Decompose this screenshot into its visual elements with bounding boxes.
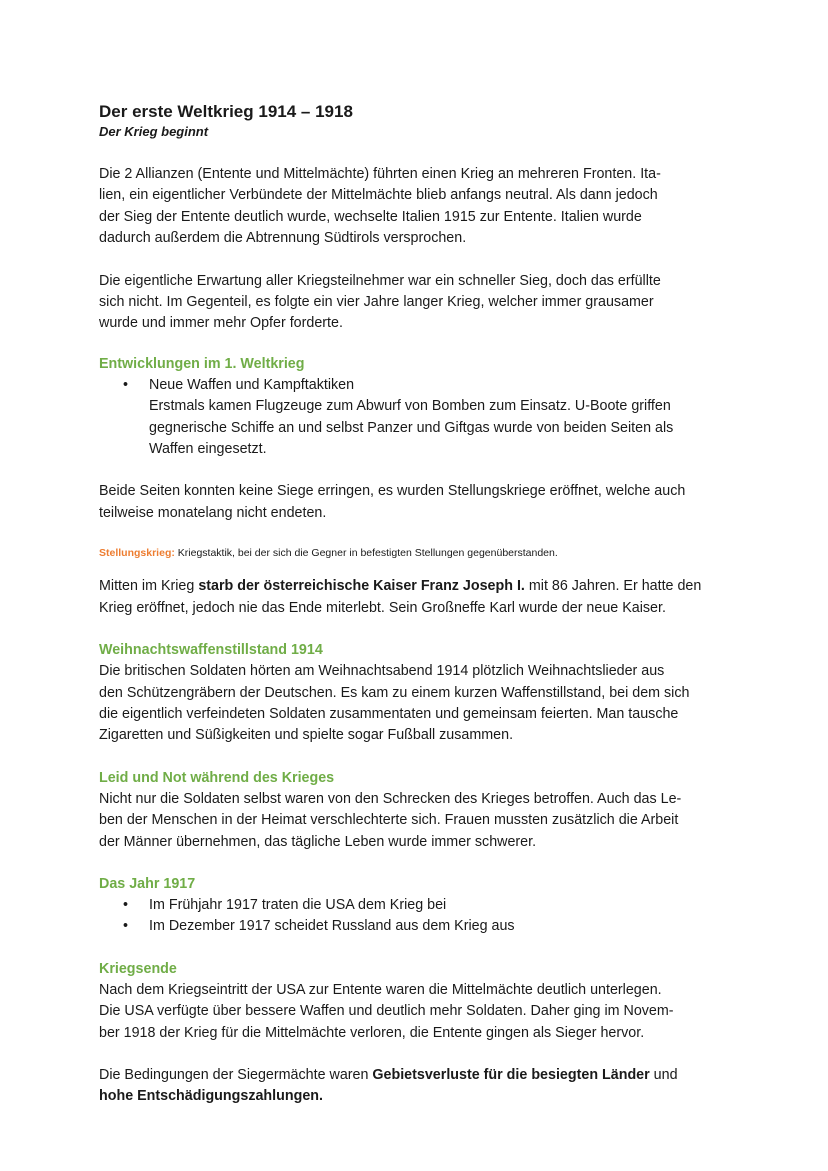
paragraph-line: wurde und immer mehr Opfer forderte. <box>99 315 343 332</box>
bullet-text: Im Dezember 1917 scheidet Russland aus dem Krieg aus <box>149 918 515 935</box>
paragraph-line: die eigentlich verfeindeten Soldaten zusammentaten und gemeinsam feierten. Man tausche <box>99 705 679 722</box>
page-title: Der erste Weltkrieg 1914 – 1918 <box>99 102 353 121</box>
paragraph-line <box>99 1065 739 1086</box>
paragraph-line: Beide Seiten konnten keine Siege erringen, es wurden Stellungskriege eröffnet, welche auch <box>99 483 686 500</box>
bullet-title: Neue Waffen und Kampftaktiken <box>149 376 355 393</box>
definition-note <box>99 545 739 561</box>
bullet-icon: • <box>123 918 129 935</box>
paragraph-line: Krieg eröffnet, jedoch nie das Ende miterlebt. Sein Großneffe Karl wurde der neue Kaiser. <box>99 599 666 616</box>
expectation-paragraph <box>99 271 739 335</box>
conditions-paragraph <box>99 1065 739 1108</box>
paragraph-line: ben der Menschen in der Heimat verschlechterte sich. Frauen mussten zusätzlich die Arbeit <box>99 812 679 829</box>
christmas-paragraph <box>99 661 739 747</box>
paragraph-line: Die britischen Soldaten hörten am Weihnachtsabend 1914 plötzlich Weihnachtslieder aus <box>99 663 665 680</box>
bullet-icon: • <box>123 376 129 393</box>
paragraph-line: sich nicht. Im Gegenteil, es folgte ein vier Jahre langer Krieg, welcher immer grausamer <box>99 294 654 311</box>
text-span: Mitten im Krieg <box>99 578 199 595</box>
bullet-line: gegnerische Schiffe an und selbst Panzer und Giftgas wurde von beiden Seiten als <box>149 419 674 436</box>
intro-paragraph <box>99 164 739 250</box>
paragraph-line: Zigaretten und Süßigkeiten und spielte sogar Fußball zusammen. <box>99 727 514 744</box>
paragraph-line: Die 2 Allianzen (Entente und Mittelmächte) führten einen Krieg an mehreren Fronten. Ita- <box>99 166 661 182</box>
suffering-paragraph <box>99 789 739 853</box>
list-item <box>99 895 739 916</box>
paragraph-line: teilweise monatelang nicht endeten. <box>99 504 327 521</box>
text-span: und <box>649 1066 678 1083</box>
paragraph-line <box>99 576 739 597</box>
paragraph-line: Nach dem Kriegseintritt der USA zur Entente waren die Mittelmächte deutlich unterlegen. <box>99 981 662 998</box>
definition-text: Kriegstaktik, bei der sich die Gegner in befestigten Stellungen gegenüberstanden. <box>174 547 558 560</box>
emperor-paragraph <box>99 576 739 619</box>
paragraph-line: dadurch außerdem die Abtrennung Südtirols versprochen. <box>99 230 467 247</box>
paragraph-line: ber 1918 der Krieg für die Mittelmächte verloren, die Entente gingen als Sieger hervor. <box>99 1024 645 1041</box>
paragraph-line: Die eigentliche Erwartung aller Kriegsteilnehmer war ein schneller Sieg, doch das erfüllte <box>99 272 661 289</box>
section-heading-suffering: Leid und Not während des Krieges <box>99 769 335 786</box>
paragraph-line: der Sieg der Entente deutlich wurde, wechselte Italien 1915 zur Entente. Italien wurde <box>99 208 642 225</box>
paragraph-line: lien, ein eigentlicher Verbündete der Mittelmächte blieb anfangs neutral. Als dann jedoch <box>99 187 658 204</box>
emphasis-text: starb der österreichische Kaiser Franz Joseph I. <box>198 578 525 595</box>
emphasis-line: hohe Entschädigungszahlungen. <box>99 1088 323 1105</box>
text-span: Die Bedingungen der Siegermächte waren <box>99 1066 373 1083</box>
paragraph-line: den Schützengräbern der Deutschen. Es kam zu einem kurzen Waffenstillstand, bei dem sich <box>99 684 690 701</box>
definition-term: Stellungskrieg <box>99 547 172 560</box>
list-item <box>99 375 739 461</box>
war-end-paragraph <box>99 980 739 1044</box>
section-heading-christmas: Weihnachtswaffenstillstand 1914 <box>99 642 323 659</box>
paragraph-line: Die USA verfügte über bessere Waffen und deutlich mehr Soldaten. Daher ging im Novem- <box>99 1003 674 1020</box>
section-heading-1917: Das Jahr 1917 <box>99 875 196 892</box>
document-content <box>99 101 739 1108</box>
list-item <box>99 916 739 937</box>
text-span: mit 86 Jahren. Er hatte den <box>524 578 702 595</box>
definition-colon: : <box>171 547 175 560</box>
page-subtitle: Der Krieg beginnt <box>99 124 209 139</box>
bullet-icon: • <box>123 896 129 913</box>
trench-paragraph <box>99 481 739 524</box>
bullet-line: Erstmals kamen Flugzeuge zum Abwurf von Bomben zum Einsatz. U-Boote griffen <box>149 398 671 415</box>
paragraph-line: der Männer übernehmen, das tägliche Leben wurde immer schwerer. <box>99 833 537 850</box>
section-heading-war-end: Kriegsende <box>99 960 177 977</box>
bullet-line: Waffen eingesetzt. <box>149 441 267 458</box>
paragraph-line: Nicht nur die Soldaten selbst waren von den Schrecken des Krieges betroffen. Auch das Le- <box>99 790 682 807</box>
emphasis-text: Gebietsverluste für die besiegten Länder <box>372 1066 650 1083</box>
section-heading-developments: Entwicklungen im 1. Weltkrieg <box>99 355 305 372</box>
bullet-text: Im Frühjahr 1917 traten die USA dem Krieg bei <box>149 896 447 913</box>
